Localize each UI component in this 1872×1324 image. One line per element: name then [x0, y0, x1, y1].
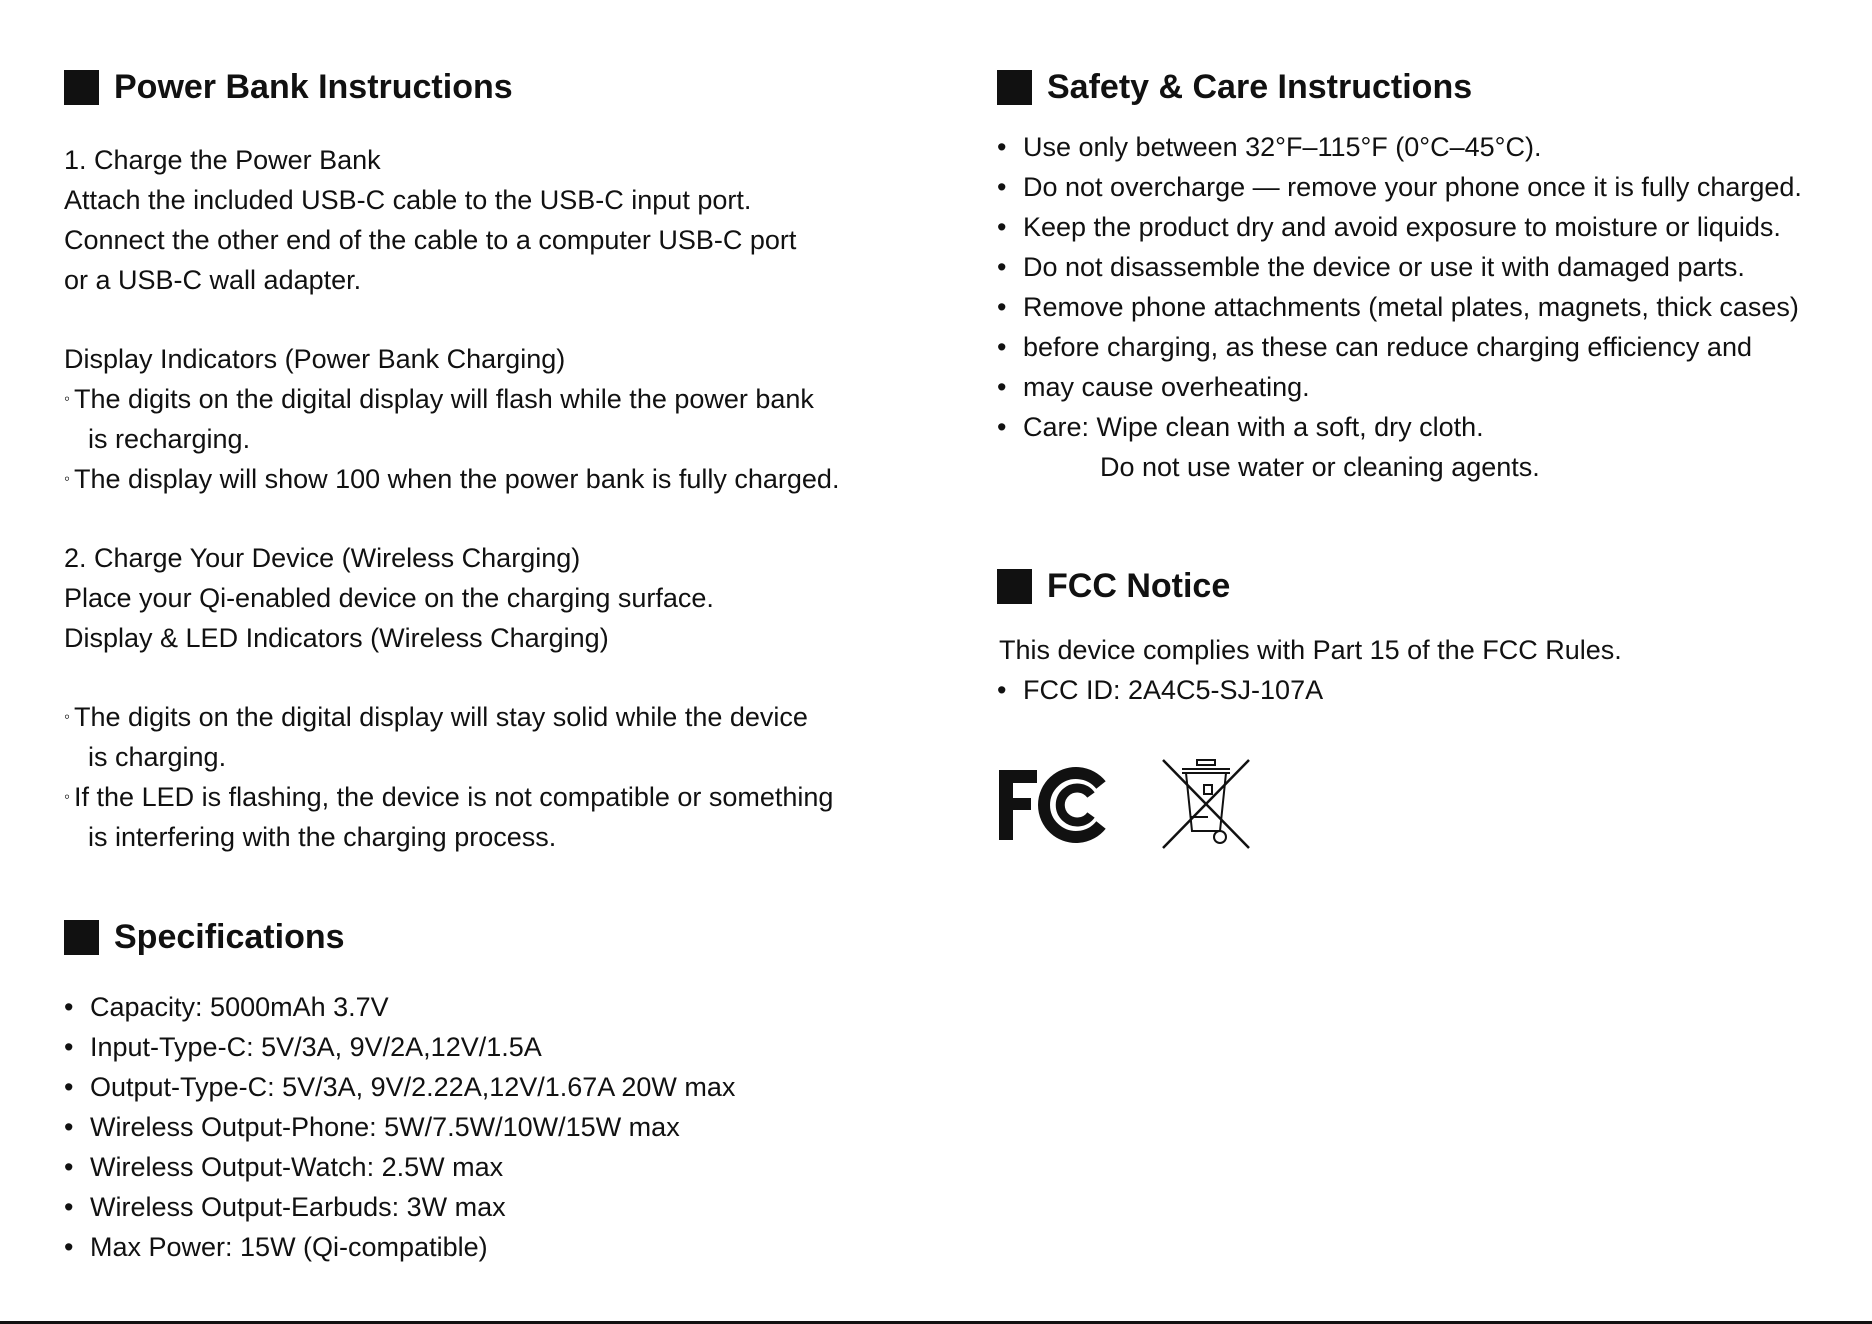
- display-indicators-title: Display Indicators (Power Bank Charging): [64, 344, 566, 374]
- step2-line: Place your Qi-enabled device on the charging surface.: [64, 583, 714, 613]
- spec-item: • Wireless Output-Earbuds: 3W max: [64, 1192, 506, 1222]
- weee-crossed-bin-icon: [1160, 757, 1252, 851]
- led-indicator-item-cont: is charging.: [88, 742, 227, 772]
- led-indicator-item: ◦ The digits on the digital display will stay solid while the device: [64, 702, 808, 732]
- display-indicator-item: ◦ The display will show 100 when the power bank is fully charged.: [64, 464, 840, 494]
- spec-item: • Max Power: 15W (Qi-compatible): [64, 1232, 488, 1262]
- safety-item: • Keep the product dry and avoid exposure to moisture or liquids.: [997, 212, 1781, 242]
- display-indicator-item-cont: is recharging.: [88, 424, 251, 454]
- safety-item: • Do not overcharge — remove your phone once it is fully charged.: [997, 172, 1802, 202]
- spec-item: • Wireless Output-Watch: 2.5W max: [64, 1152, 504, 1182]
- section-marker: [997, 569, 1032, 604]
- spec-item: • Capacity: 5000mAh 3.7V: [64, 992, 389, 1022]
- safety-item: • before charging, as these can reduce charging efficiency and: [997, 332, 1752, 362]
- power-bank-heading: Power Bank Instructions: [64, 67, 513, 107]
- step1-line: Connect the other end of the cable to a computer USB-C port: [64, 225, 797, 255]
- fcc-heading: FCC Notice: [997, 566, 1230, 606]
- safety-item: • Care: Wipe clean with a soft, dry cloth.: [997, 412, 1484, 442]
- spec-item: • Wireless Output-Phone: 5W/7.5W/10W/15W max: [64, 1112, 680, 1142]
- step1-title: 1. Charge the Power Bank: [64, 145, 381, 175]
- step2-title: 2. Charge Your Device (Wireless Charging): [64, 543, 581, 573]
- section-marker: [64, 70, 99, 105]
- section-marker: [997, 70, 1032, 105]
- led-indicator-item-cont: is interfering with the charging process.: [88, 822, 557, 852]
- safety-item: • Remove phone attachments (metal plates, magnets, thick cases): [997, 292, 1799, 322]
- safety-heading: Safety & Care Instructions: [997, 67, 1472, 107]
- led-indicator-item: ◦ If the LED is flashing, the device is not compatible or something: [64, 782, 834, 812]
- led-indicators-title: Display & LED Indicators (Wireless Charging): [64, 623, 609, 653]
- step1-line: or a USB-C wall adapter.: [64, 265, 362, 295]
- specifications-heading: Specifications: [64, 917, 345, 957]
- step1-line: Attach the included USB-C cable to the USB-C input port.: [64, 185, 752, 215]
- fcc-id: • FCC ID: 2A4C5-SJ-107A: [997, 675, 1324, 705]
- display-indicator-item: ◦ The digits on the digital display will flash while the power bank: [64, 384, 814, 414]
- safety-item: • Use only between 32°F–115°F (0°C–45°C).: [997, 132, 1542, 162]
- fcc-statement: This device complies with Part 15 of the FCC Rules.: [999, 635, 1622, 665]
- fcc-logo-icon: [997, 765, 1115, 845]
- spec-item: • Input-Type-C: 5V/3A, 9V/2A,12V/1.5A: [64, 1032, 542, 1062]
- safety-item: • may cause overheating.: [997, 372, 1310, 402]
- care-continuation: Do not use water or cleaning agents.: [1100, 452, 1540, 482]
- safety-item: • Do not disassemble the device or use it with damaged parts.: [997, 252, 1745, 282]
- section-marker: [64, 920, 99, 955]
- spec-item: • Output-Type-C: 5V/3A, 9V/2.22A,12V/1.67A 20W max: [64, 1072, 736, 1102]
